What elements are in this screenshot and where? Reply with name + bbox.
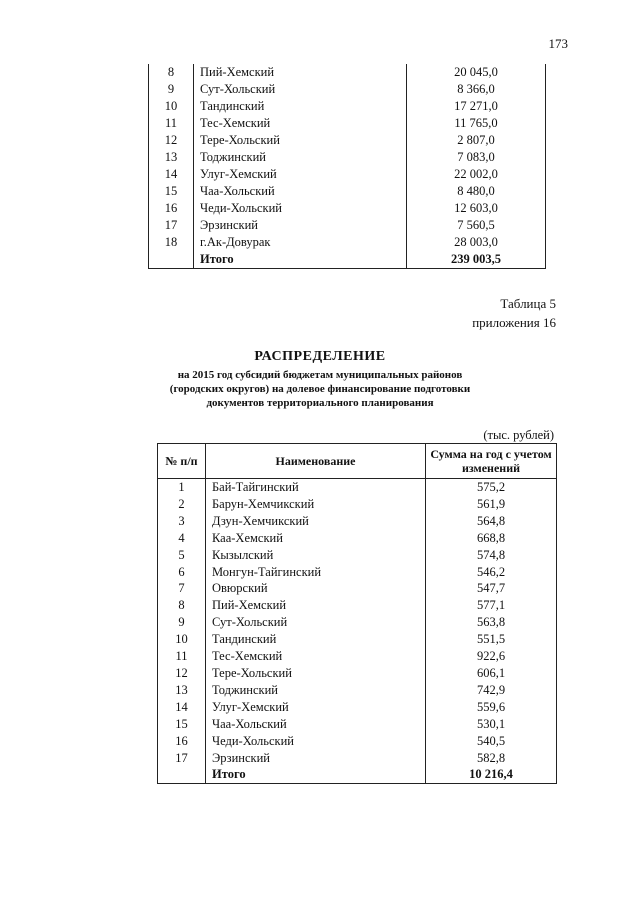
row-value: 575,2 <box>426 479 557 496</box>
row-name: Тере-Хольский <box>194 132 407 149</box>
row-value: 546,2 <box>426 564 557 581</box>
row-value: 561,9 <box>426 496 557 513</box>
table-row <box>149 166 546 183</box>
row-name: Сут-Хольский <box>194 81 407 98</box>
total-number-cell <box>158 766 206 783</box>
row-number: 17 <box>149 217 194 234</box>
row-value: 17 271,0 <box>407 98 546 115</box>
row-name: Тандинский <box>194 98 407 115</box>
table-row <box>149 81 546 98</box>
row-name: Кызылский <box>206 547 426 564</box>
row-name: Бай-Тайгинский <box>206 479 426 496</box>
table-row <box>158 597 557 614</box>
row-number: 10 <box>158 631 206 648</box>
row-number: 6 <box>158 564 206 581</box>
table-row <box>149 149 546 166</box>
distribution-table-continued <box>148 64 546 269</box>
row-value: 530,1 <box>426 716 557 733</box>
row-name: Тандинский <box>206 631 426 648</box>
table-row <box>149 200 546 217</box>
row-number: 14 <box>149 166 194 183</box>
table-row <box>158 479 557 496</box>
header-name: Наименование <box>206 444 426 479</box>
total-value: 10 216,4 <box>426 766 557 783</box>
row-name: Чеди-Хольский <box>194 200 407 217</box>
table-row <box>158 496 557 513</box>
row-name: Тоджинский <box>206 682 426 699</box>
table-row <box>158 750 557 767</box>
table-row <box>158 665 557 682</box>
row-name: Тес-Хемский <box>206 648 426 665</box>
page-number: 173 <box>548 36 568 51</box>
row-value: 582,8 <box>426 750 557 767</box>
row-number: 9 <box>158 614 206 631</box>
table-body <box>149 64 546 269</box>
header-amount: Сумма на год с учетом изменений <box>426 444 557 479</box>
total-row <box>149 251 546 269</box>
row-name: Чаа-Хольский <box>206 716 426 733</box>
row-name: Монгун-Тайгинский <box>206 564 426 581</box>
row-value: 20 045,0 <box>407 64 546 81</box>
row-name: Чаа-Хольский <box>194 183 407 200</box>
total-label: Итого <box>194 251 407 269</box>
row-number: 7 <box>158 580 206 597</box>
row-name: Эрзинский <box>194 217 407 234</box>
row-value: 559,6 <box>426 699 557 716</box>
row-name: Тоджинский <box>194 149 407 166</box>
row-value: 551,5 <box>426 631 557 648</box>
row-number: 9 <box>149 81 194 98</box>
table-row <box>158 733 557 750</box>
table-caption-appendix: приложения 16 <box>472 315 556 330</box>
row-value: 742,9 <box>426 682 557 699</box>
row-number: 16 <box>149 200 194 217</box>
row-number: 8 <box>149 64 194 81</box>
table-row <box>158 614 557 631</box>
row-value: 2 807,0 <box>407 132 546 149</box>
row-number: 16 <box>158 733 206 750</box>
table-row <box>149 98 546 115</box>
row-number: 8 <box>158 597 206 614</box>
total-value: 239 003,5 <box>407 251 546 269</box>
row-number: 12 <box>149 132 194 149</box>
units-label: (тыс. рублей) <box>483 428 554 442</box>
row-value: 574,8 <box>426 547 557 564</box>
row-name: Пий-Хемский <box>194 64 407 81</box>
table-row <box>149 217 546 234</box>
row-value: 7 083,0 <box>407 149 546 166</box>
row-value: 540,5 <box>426 733 557 750</box>
row-name: Улуг-Хемский <box>206 699 426 716</box>
document-subtitle: на 2015 год субсидий бюджетам муниципальных районов (городских округов) на долевое финансирование подготовки документов территориального планирования <box>169 369 471 409</box>
row-number: 18 <box>149 234 194 251</box>
row-name: Дзун-Хемчикский <box>206 513 426 530</box>
row-value: 12 603,0 <box>407 200 546 217</box>
total-number-cell <box>149 251 194 269</box>
row-name: Чеди-Хольский <box>206 733 426 750</box>
table-row <box>158 580 557 597</box>
row-value: 8 480,0 <box>407 183 546 200</box>
row-name: Пий-Хемский <box>206 597 426 614</box>
row-number: 17 <box>158 750 206 767</box>
row-name: Сут-Хольский <box>206 614 426 631</box>
row-number: 10 <box>149 98 194 115</box>
table-row <box>149 115 546 132</box>
row-value: 577,1 <box>426 597 557 614</box>
table-header-row <box>158 444 557 479</box>
table-row <box>158 699 557 716</box>
row-value: 564,8 <box>426 513 557 530</box>
table-row <box>158 648 557 665</box>
row-number: 4 <box>158 530 206 547</box>
row-number: 15 <box>149 183 194 200</box>
row-name: Тере-Хольский <box>206 665 426 682</box>
row-value: 11 765,0 <box>407 115 546 132</box>
table-row <box>158 564 557 581</box>
row-number: 15 <box>158 716 206 733</box>
row-number: 1 <box>158 479 206 496</box>
row-value: 547,7 <box>426 580 557 597</box>
table-row <box>158 530 557 547</box>
row-number: 13 <box>158 682 206 699</box>
total-row <box>158 766 557 783</box>
row-value: 7 560,5 <box>407 217 546 234</box>
row-value: 8 366,0 <box>407 81 546 98</box>
row-name: Улуг-Хемский <box>194 166 407 183</box>
document-title: РАСПРЕДЕЛЕНИЕ <box>254 349 386 364</box>
row-value: 28 003,0 <box>407 234 546 251</box>
row-value: 668,8 <box>426 530 557 547</box>
table-row <box>158 716 557 733</box>
row-name: г.Ак-Довурак <box>194 234 407 251</box>
table-row <box>158 682 557 699</box>
table-row <box>149 64 546 81</box>
row-value: 563,8 <box>426 614 557 631</box>
row-number: 11 <box>158 648 206 665</box>
row-value: 606,1 <box>426 665 557 682</box>
row-number: 11 <box>149 115 194 132</box>
row-name: Каа-Хемский <box>206 530 426 547</box>
subsidy-distribution-table <box>157 443 557 784</box>
row-value: 22 002,0 <box>407 166 546 183</box>
table-row <box>149 183 546 200</box>
row-number: 3 <box>158 513 206 530</box>
row-value: 922,6 <box>426 648 557 665</box>
table-row <box>158 631 557 648</box>
total-label: Итого <box>206 766 426 783</box>
row-number: 13 <box>149 149 194 166</box>
table-row <box>158 547 557 564</box>
table-body <box>158 479 557 784</box>
row-name: Эрзинский <box>206 750 426 767</box>
row-name: Барун-Хемчикский <box>206 496 426 513</box>
row-name: Тес-Хемский <box>194 115 407 132</box>
row-number: 14 <box>158 699 206 716</box>
table-caption-number: Таблица 5 <box>500 296 556 311</box>
header-number: № п/п <box>158 444 206 479</box>
row-number: 2 <box>158 496 206 513</box>
row-number: 12 <box>158 665 206 682</box>
table-row <box>158 513 557 530</box>
table-row <box>149 132 546 149</box>
table-row <box>149 234 546 251</box>
row-number: 5 <box>158 547 206 564</box>
row-name: Овюрский <box>206 580 426 597</box>
